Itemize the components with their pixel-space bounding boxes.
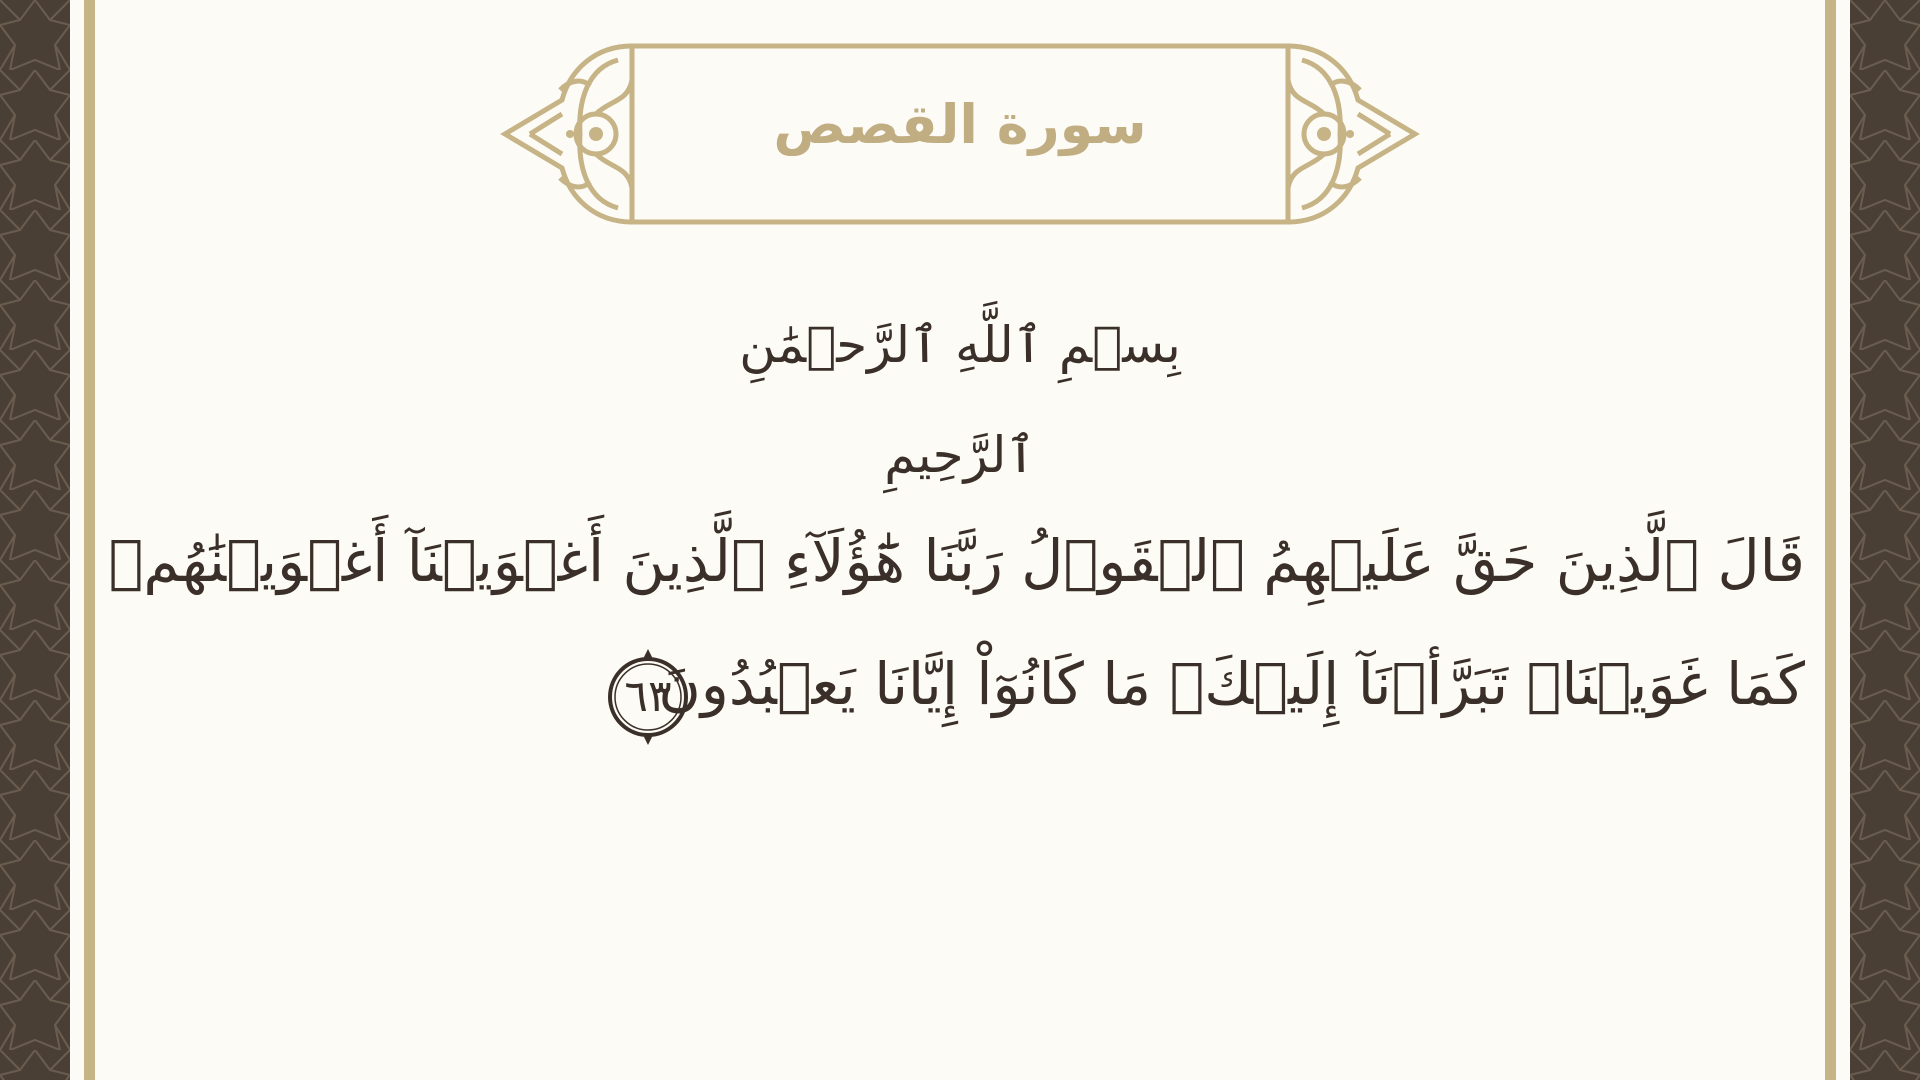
ayah-marker bbox=[596, 645, 700, 749]
right-gold-rule bbox=[1825, 0, 1836, 1080]
left-gold-rule bbox=[84, 0, 95, 1080]
surah-title: سورة القصص bbox=[773, 93, 1147, 156]
verse-line-1: قَالَ ٱلَّذِينَ حَقَّ عَلَيۡهِمُ ٱلۡقَوۡلُ رَبَّنَا هَٰٓؤُلَآءِ ٱلَّذِينَ أَغۡوَيۡنَآ أَغۡوَيۡنَٰهُمۡ bbox=[108, 527, 1805, 595]
geometric-pattern-icon bbox=[1850, 0, 1920, 1080]
right-ornamental-border bbox=[1850, 0, 1920, 1080]
basmala: بِسۡمِ ٱللَّهِ ٱلرَّحۡمَٰنِ ٱلرَّحِيمِ bbox=[739, 316, 1181, 484]
surah-title-frame bbox=[500, 40, 1420, 230]
verse-line-2: كَمَا غَوَيۡنَاۖ تَبَرَّأۡنَآ إِلَيۡكَۖ مَا كَانُوٓاْ إِيَّانَا يَعۡبُدُونَ bbox=[658, 650, 1805, 718]
left-ornamental-border bbox=[0, 0, 70, 1080]
geometric-pattern-icon bbox=[0, 0, 70, 1080]
ayah-number: ٦٣ bbox=[624, 671, 672, 722]
